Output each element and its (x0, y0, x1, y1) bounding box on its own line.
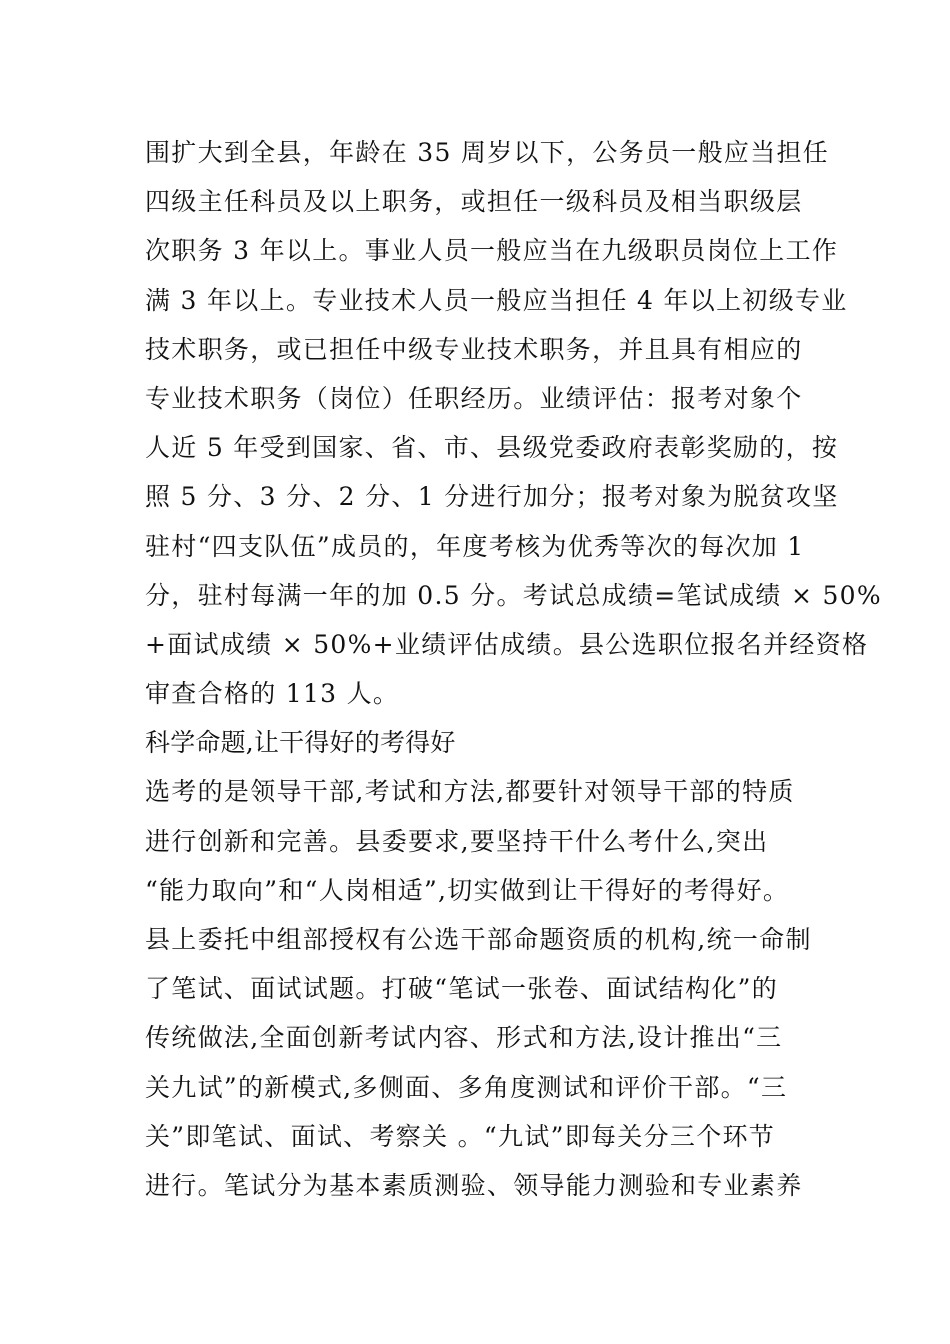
paragraph-line: 关”即笔试、面试、考察关 。“九试”即每关分三个环节 (145, 1121, 776, 1151)
paragraph-line: 驻村“四支队伍”成员的，年度考核为优秀等次的每次加 1 (145, 531, 805, 561)
paragraph-line: 进行创新和完善。县委要求,要坚持干什么考什么,突出 (145, 826, 769, 856)
section-heading: 科学命题,让干得好的考得好 (145, 728, 456, 758)
paragraph-line: 照 5 分、3 分、2 分、1 分进行加分；报考对象为脱贫攻坚 (145, 482, 839, 512)
paragraph-line: “能力取向”和“人岗相适”,切实做到让干得好的考得好。 (145, 875, 790, 905)
paragraph-line: 围扩大到全县，年龄在 35 周岁以下，公务员一般应当担任 (145, 138, 830, 167)
paragraph-line: 县上委托中组部授权有公选干部命题资质的机构,统一命制 (145, 925, 812, 954)
paragraph-line: 传统做法,全面创新考试内容、形式和方法,设计推出“三 (145, 1023, 783, 1053)
document-body (145, 128, 882, 1210)
paragraph-line: 满 3 年以上。专业技术人员一般应当担任 4 年以上初级专业 (145, 285, 848, 315)
paragraph-line: 选考的是领导干部,考试和方法,都要针对领导干部的特质 (145, 777, 795, 807)
paragraph-line: 审查合格的 113 人。 (145, 679, 400, 709)
paragraph-line: 专业技术职务（岗位）任职经历。业绩评估：报考对象个 (145, 383, 803, 413)
paragraph-line: 次职务 3 年以上。事业人员一般应当在九级职员岗位上工作 (145, 236, 839, 266)
paragraph-line: 了笔试、面试试题。打破“笔试一张卷、面试结构化”的 (145, 974, 779, 1004)
paragraph-line: 分，驻村每满一年的加 0.5 分。考试总成绩=笔试成绩 × 50% (145, 580, 882, 610)
paragraph-line: 技术职务，或已担任中级专业技术职务，并且具有相应的 (145, 334, 803, 364)
paragraph-line: 关九试”的新模式,多侧面、多角度测试和评价干部。“三 (145, 1072, 788, 1102)
paragraph-line: 四级主任科员及以上职务，或担任一级科员及相当职级层 (145, 187, 803, 217)
paragraph-line: 人近 5 年受到国家、省、市、县级党委政府表彰奖励的，按 (145, 433, 839, 463)
paragraph-line: +面试成绩 × 50%+业绩评估成绩。县公选职位报名并经资格 (145, 629, 869, 659)
paragraph-line: 进行。笔试分为基本素质测验、领导能力测验和专业素养 (145, 1170, 803, 1200)
